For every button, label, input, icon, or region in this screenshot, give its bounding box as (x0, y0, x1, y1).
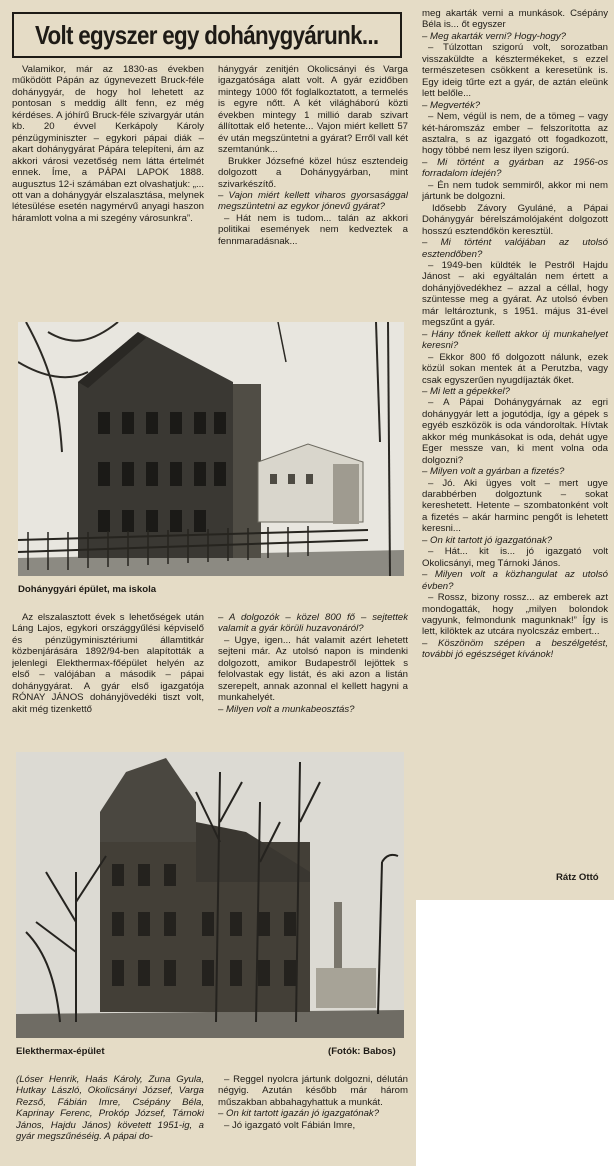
question: – Mi történt valójában az utolsó esztendőben? (422, 237, 608, 260)
answer: – 1949-ben küldték le Pestről Hajdu Jánost – aki egyáltalán nem értett a dohányjövedékhez – azzal a céllal, hogy szüntesse meg a gyárat. Az utolsó évben már leltároztunk, s 1951. május 31-ével megszűnt a gyár. (422, 259, 608, 329)
answer: – Ugye, igen... hát valamit azért lehetett sejteni már. Az utolsó napon is mindenki dolgozott, amikor Budapestről lejöttek s felolvastak egy listát, és aki azon a listán szerepelt, annak azonnal el kellett hagyni a munkahelyét. (218, 634, 408, 704)
bottom-column-2 (218, 1074, 408, 1160)
question: – Mi történt a gyárban az 1956-os forradalom idején? (422, 156, 608, 180)
answer: – Én nem tudok semmiről, akkor mi nem jártunk be dolgozni. (422, 179, 608, 203)
paragraph: Valamikor, már az 1830-as években működött Pápán az úgynevezett Bruck-féle dohánygyár, de hogy hol lehetett az pontosan s meddig állt fenn, ez még kérdéses. A jóhírű Bruck-féle szivargyár után kb. 20 évvel Kerkápoly Károly pénzügyminiszter – egykori pápai diák – akart dohánygyárat Pápára telepíteni, ám az akkori városi vezetőség nem látta értelmét ennek. Íme, a PÁPAI LAPOK 1888. augusztus 12-i számában ezt olvashatjuk: „... ott van a dohánygyár elszalasztása, melynek létesülése esetén nagymérvű anyagi haszon háramlott volna a mi szegény városunkra”. (12, 64, 204, 224)
photo-2-image (16, 752, 404, 1038)
paragraph: Az elszalasztott évek s lehetőségek után Láng Lajos, egykori országgyűlési képviselő és pénzügyminisztériumi államtitkár közbenjárására 1892/94-ben alapították a jelenlegi Elekthermax-főépület helyén az első – valójában a második – pápai dohánygyárat. A gyár első igazgatója RÓNAY JÁNOS dohányjövedéki tiszt volt, akit még tizenkettő (12, 612, 204, 715)
photo-2-caption: Elekthermax-épület (16, 1046, 105, 1057)
question: – Milyen volt a gyárban a fizetés? (422, 466, 565, 478)
question: – Mi lett a gépekkel? (422, 385, 510, 397)
mid-column-2 (218, 612, 408, 740)
answer: – Reggel nyolcra jártunk dolgozni, délután négyig. Azután később már három műszakban abbahagyhattuk a munkát. (218, 1074, 408, 1108)
answer: – Hát nem is tudom... talán az akkori politikai események nem kedveztek a fennmaradásnak... (218, 212, 408, 247)
author-byline: Rátz Ottó (556, 872, 599, 883)
paragraph: Brukker Józsefné közel húsz esztendeig dolgozott a Dohánygyárban, mint szivarkészítő. (218, 155, 408, 190)
question: – Vajon miért kellett viharos gyorsasággal megszüntetni az egykor jónevű gyárat? (218, 189, 408, 213)
question: – A dolgozók – közel 800 fő – sejtettek valamit a gyár körüli huzavonáról? (218, 612, 408, 635)
answer: – Ekkor 800 fő dolgozott nálunk, ezek közül sokan mentek át a Perutzba, vagy csak egyszerűen nyugdíjazták őket. (422, 351, 608, 386)
answer: – Rossz, bizony rossz... az emberek azt mondogatták, hogy „milyen bolondok vagyunk, felmondunk magunknak!” Így is lett, kilöktek az utcára nyolcszáz embert... (422, 592, 608, 638)
question: – On kit tartott jó igazgatónak? (422, 534, 553, 546)
answer: – Túlzottan szigorú volt, sorozatban visszaküldte a késztermékeket, s ezzel természetesen csökkent a keresetünk is. Egy ideig tűrte ezt a gyár, de aztán eleünk lett belőle... (422, 42, 608, 100)
answer: – Jó. Aki ügyes volt – mert ugye darabbérben dolgoztunk – sokat kereshetett. Hetente – szombatonként volt a fizetés – akár harminc pengőt is lehetett keresni... (422, 477, 608, 535)
paragraph: hánygyár zenitjén Okolicsányi és Varga igazgatósága alatt volt. A gyár ezidőben mintegy 1000 főt foglalkoztatott, a termelés is egyre nőtt. A két világháború közti években mintegy 1 millió darab szivart állítottak elő hetente... Vajon miért kellett 57 év után megszüntetni a gyárat? Erről vall két szemtanúnk... (218, 64, 408, 156)
photo-1-image (18, 322, 404, 576)
mid-column-1 (12, 612, 204, 740)
intro-column-1 (12, 64, 204, 314)
right-column (422, 8, 608, 868)
photo-credit: (Fotók: Babos) (328, 1046, 396, 1057)
answer: – Hát... kit is... jó igazgató volt Okolicsányi, meg Tárnoki János. (422, 546, 608, 569)
paragraph: (Lóser Henrik, Haás Károly, Zuna Gyula, Hutkay László, Okolicsányi József, Varga Rezső, Fábián Imre, Csépány Béla, Kaprinay Ferenc, Prokóp József, Tárnoki János, Hajdu János) követett 1951-ig, a gyár megszűnéséig. A pápai do- (16, 1074, 204, 1143)
question: – Meg akarták verni? Hogy-hogy? (422, 30, 566, 42)
question: – Milyen volt a közhangulat az utolsó évben? (422, 569, 608, 592)
headline: Volt egyszer egy dohánygyárunk... (35, 19, 379, 50)
question: – On kit tartott igazán jó igazgatónak? (218, 1108, 380, 1120)
answer: – A Pápai Dohánygyárnak az egri dohánygyár lett a jogutódja, így a gépek s egyéb eszközök is oda vándoroltak. Hívtak akkor még munkásokat is oda, dehát ugye Eger messze van, ki ment volna oda dolgozni? (422, 397, 608, 466)
question: – Köszönöm szépen a beszélgetést, további jó egészséget kívánok! (422, 637, 608, 661)
answer: – Jó igazgató volt Fábián Imre, (224, 1119, 356, 1131)
paragraph: Idősebb Závory Gyuláné, a Pápai Dohánygyár bérelszámolójaként dolgozott hosszú esztendőkön keresztül. (422, 202, 608, 237)
photo-tobacco-factory-building (18, 322, 404, 576)
bottom-column-1 (16, 1074, 204, 1160)
intro-column-2 (218, 64, 408, 314)
question: – Milyen volt a munkabeosztás? (218, 703, 355, 715)
question: – Megverték? (422, 99, 481, 111)
headline-box (12, 12, 402, 58)
photo-elekthermax-building (16, 752, 404, 1038)
photo-1-caption: Dohánygyári épület, ma iskola (18, 584, 157, 595)
answer: – Nem, végül is nem, de a tömeg – vagy két-háromszáz ember – felszorította az asztalra, s az igazgató ott fogadkozott, hogy többé nem lesz ilyen szigorú. (422, 111, 608, 157)
question: – Hány tőnek kellett akkor új munkahelyet keresni? (422, 328, 608, 352)
paragraph: meg akarták verni a munkások. Csépány Béla is... őt egyszer (422, 8, 608, 31)
